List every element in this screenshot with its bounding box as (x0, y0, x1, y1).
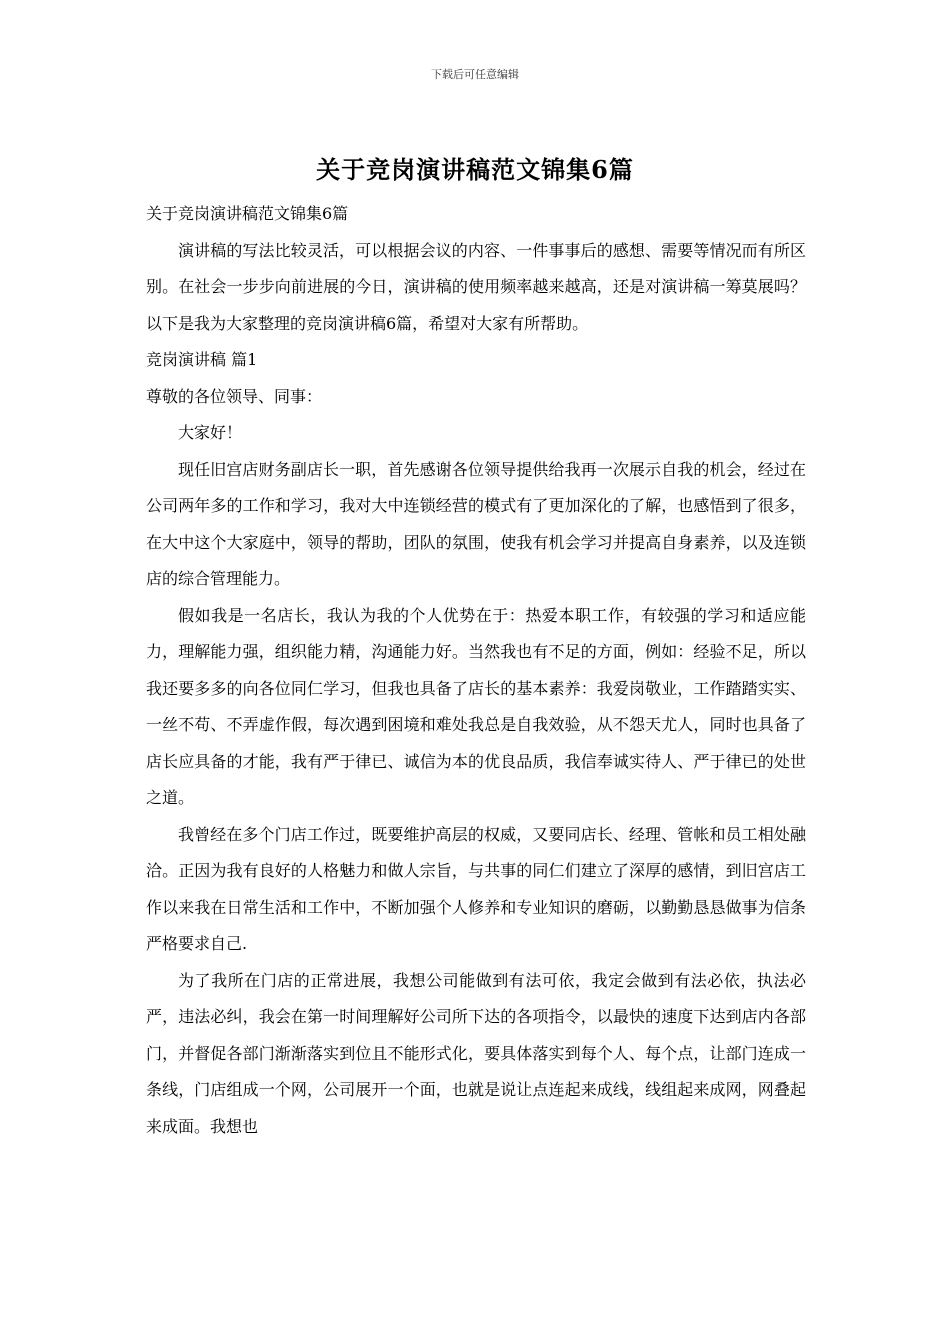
paragraph: 关于竞岗演讲稿范文锦集6篇 (146, 204, 349, 223)
paragraph: 演讲稿的写法比较灵活，可以根据会议的内容、一件事事后的感想、需要等情况而有所区别。在社会一步步向前进展的今日，演讲稿的使用频率越来越高，还是对演讲稿一筹莫展吗？以下是我为大家整理的竞岗演讲稿6篇，希望对大家有所帮助。 (146, 240, 806, 333)
section-heading: 竞岗演讲稿 篇1 (146, 350, 258, 369)
paragraph: 假如我是一名店长，我认为我的个人优势在于：热爱本职工作，有较强的学习和适应能力，理解能力强，组织能力精，沟通能力好。当然我也有不足的方面，例如：经验不足，所以我还要多多的向各位同仁学习，但我也具备了店长的基本素养：我爱岗敬业，工作踏踏实实、一丝不苟、不弄虚作假，每次遇到困境和难处我总是自我效验，从不怨天尤人，同时也具备了店长应具备的才能，我有严于律已、诚信为本的优良品质，我信奉诚实待人、严于律已的处世之道。 (146, 605, 806, 807)
salutation: 尊敬的各位领导、同事： (146, 386, 323, 406)
greeting: 大家好！ (178, 423, 243, 442)
document-title: 关于竞岗演讲稿范文锦集6篇 (316, 155, 634, 184)
page-header-note: 下载后可任意编辑 (431, 68, 519, 81)
paragraph: 我曾经在多个门店工作过，既要维护高层的权威，又要同店长、经理、管帐和员工相处融洽。正因为我有良好的人格魅力和做人宗旨，与共事的同仁们建立了深厚的感情，到旧宫店工作以来我在日常生活和工作中，不断加强个人修养和专业知识的磨砺，以勤勤恳恳做事为信条严格要求自己. (146, 824, 806, 953)
paragraph: 现任旧宫店财务副店长一职，首先感谢各位领导提供给我再一次展示自我的机会，经过在公司两年多的工作和学习，我对大中连锁经营的模式有了更加深化的了解，也感悟到了很多，在大中这个大家庭中，领导的帮助，团队的氛围，使我有机会学习并提高自身素养，以及连锁店的综合管理能力。 (146, 459, 806, 588)
document-body (146, 196, 806, 1145)
paragraph: 为了我所在门店的正常进展，我想公司能做到有法可依，我定会做到有法必依，执法必严，违法必纠，我会在第一时间理解好公司所下达的各项指令，以最快的速度下达到店内各部门，并督促各部门渐渐落实到位且不能形式化，要具体落实到每个人、每个点，让部门连成一条线，门店组成一个网，公司展开一个面，也就是说让点连起来成线，线组起来成网，网叠起来成面。我想也 (146, 970, 806, 1136)
